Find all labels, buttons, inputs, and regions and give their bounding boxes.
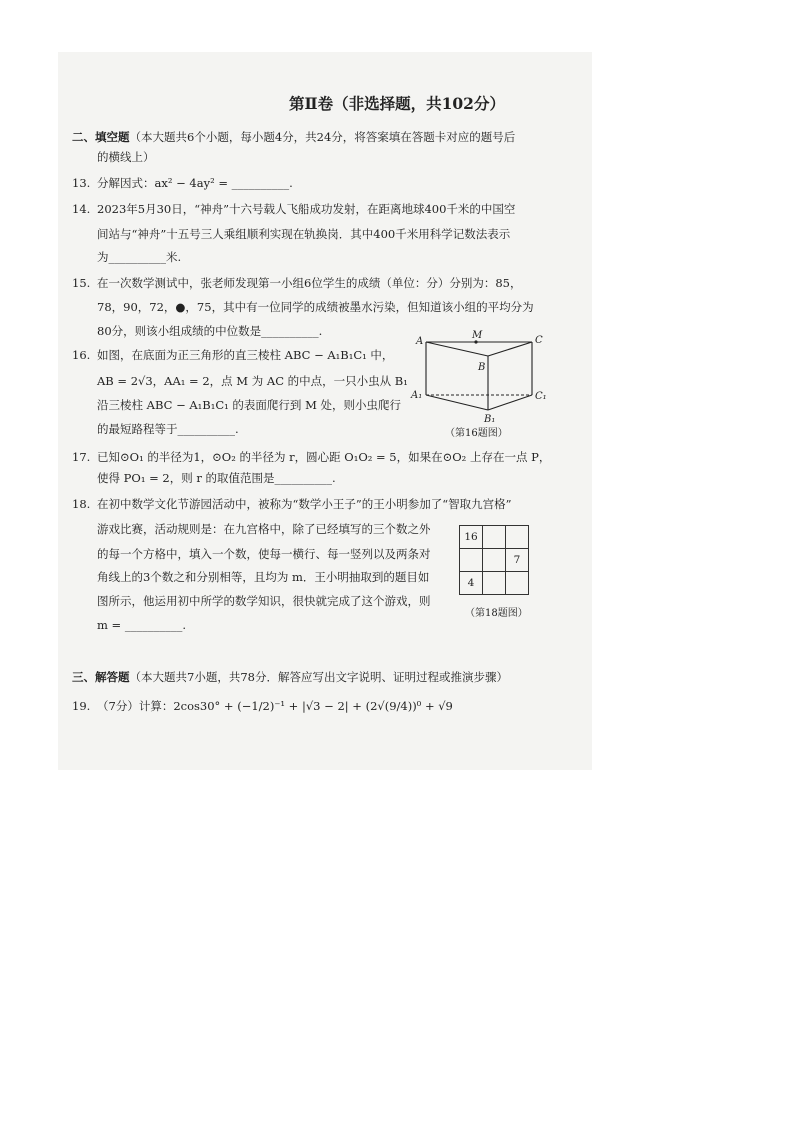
section3-heading: 三、解答题 [72,670,130,684]
prism-figure [408,326,558,426]
nine-grid [459,525,529,595]
edge-B1C1 [488,395,532,410]
grid-cell: 7 [506,549,529,572]
q18-caption: （第18题图） [465,608,528,619]
q16-number: 16. [72,348,91,362]
label-C1: C₁ [535,391,547,402]
q16-caption: （第16题图） [445,428,508,439]
q17-line1: 已知⊙O₁ 的半径为1，⊙O₂ 的半径为 r，圆心距 O₁O₂ = 5，如果在⊙O₂ 上存在一点 P， [97,450,551,464]
q17-number: 17. [72,450,91,464]
grid-cell [483,526,506,549]
label-A: A [416,336,424,347]
edge-BC [488,342,532,356]
grid-cell [506,526,529,549]
label-B: B [478,362,486,373]
q14-line3: 为__________米. [97,250,182,264]
section2-block [72,130,515,144]
grid-cell [483,572,506,595]
q14-line2: 间站与“神舟”十五号三人乘组顺利实现在轨换岗．其中400千米用科学记数法表示 [97,227,511,241]
label-B1: B₁ [484,414,496,425]
grid-cell: 16 [460,526,483,549]
q15-line3: 80分，则该小组成绩的中位数是__________. [97,324,323,338]
section2-desc-line1: （本大题共6个小题，每小题4分，共24分，将答案填在答题卡对应的题号后 [129,130,516,144]
q15-number: 15. [72,276,91,290]
grid-cell [506,572,529,595]
q19-number: 19. [72,699,91,713]
q18-line4: 角线上的3个数之和分别相等，且均为 m．王小明抽取到的题目如 [97,570,430,584]
q18-line5: 图所示，他运用初中所学的数学知识，很快就完成了这个游戏，则 [97,594,431,608]
section3-desc: （本大题共7小题，共78分．解答应写出文字说明、证明过程或推演步骤） [129,670,508,684]
label-A1: A₁ [411,390,423,401]
section2-heading: 二、填空题 [72,130,130,144]
label-C: C [535,335,543,346]
q15-line1: 在一次数学测试中，张老师发现第一小组6位学生的成绩（单位：分）分别为：85， [97,276,522,290]
q13-text: 分解因式：ax² − 4ay² = __________. [97,176,293,190]
q16-line2: AB = 2√3，AA₁ = 2，点 M 为 AC 的中点，一只小虫从 B₁ [97,374,408,388]
q18-number: 18. [72,497,91,511]
grid-cell [460,549,483,572]
edge-A1B1 [426,395,488,410]
q18-line1: 在初中数学文化节游园活动中，被称为“数学小王子”的王小明参加了“智取九宫格” [97,497,512,511]
q16-line1: 如图，在底面为正三角形的直三棱柱 ABC − A₁B₁C₁ 中， [97,348,394,362]
q18-line6: m = __________. [97,618,187,632]
q13-number: 13. [72,176,91,190]
q19-text: （7分）计算：2cos30° + (−1/2)⁻¹ + |√3 − 2| + (2√(9/4))⁰ + √9 [97,699,453,713]
q14-line1: 2023年5月30日，“神舟”十六号载人飞船成功发射，在距离地球400千米的中国空 [97,202,516,216]
q18-line3: 的每一个方格中，填入一个数，使每一横行、每一竖列以及两条对 [97,547,431,561]
q15-line2: 78，90，72，●，75，其中有一位同学的成绩被墨水污染，但知道该小组的平均分为 [97,300,534,314]
edge-AB [426,342,488,356]
section2-desc-line2: 的横线上） [97,150,155,164]
q17-line2: 使得 PO₁ = 2，则 r 的取值范围是__________. [97,471,336,485]
q16-line3: 沿三棱柱 ABC − A₁B₁C₁ 的表面爬行到 M 处，则小虫爬行 [97,398,401,412]
grid-cell [483,549,506,572]
page-title: 第Ⅱ卷（非选择题，共102分） [289,94,505,113]
q16-line4: 的最短路程等于__________. [97,422,239,436]
q18-line2: 游戏比赛，活动规则是：在九宫格中，除了已经填写的三个数之外 [97,522,431,536]
grid-cell: 4 [460,572,483,595]
section3-block [72,670,508,684]
q14-number: 14. [72,202,91,216]
label-M: M [472,330,483,341]
